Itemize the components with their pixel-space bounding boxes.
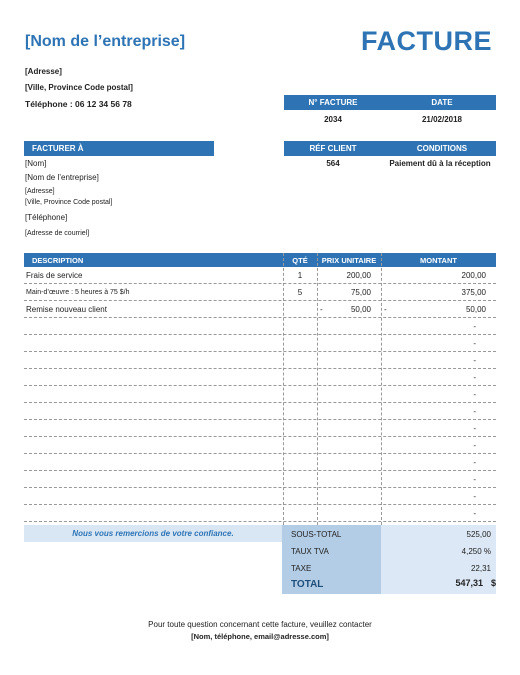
tax-value: 22,31	[470, 564, 491, 573]
table-row	[24, 454, 496, 471]
bill-to-label: FACTURER À	[32, 144, 84, 153]
invoice-date-label: DATE	[431, 98, 453, 107]
bill-to-header	[24, 141, 214, 156]
invoice-meta-header	[284, 95, 496, 110]
conditions-label: CONDITIONS	[416, 144, 468, 153]
bill-to-company: [Nom de l’entreprise]	[25, 173, 99, 182]
row-amount: -	[473, 322, 476, 331]
invoice-date: 21/02/2018	[421, 115, 463, 124]
bill-to-city: [Ville, Province Code postal]	[25, 199, 113, 206]
document-title: FACTURE	[361, 26, 492, 56]
invoice-number-label: N° FACTURE	[308, 98, 358, 107]
thanks-message: Nous vous remercions de votre confiance.	[24, 525, 282, 542]
row-amount: -	[473, 356, 476, 365]
items-rows	[24, 267, 496, 522]
row-amount: -	[473, 492, 476, 501]
row-unit-price: 50,00	[350, 305, 371, 314]
conditions: Paiement dû à la réception	[389, 159, 491, 168]
row-amount: -	[473, 407, 476, 416]
row-amount: -	[473, 509, 476, 518]
subtotal-label: SOUS-TOTAL	[291, 530, 342, 539]
table-row	[24, 318, 496, 335]
company-name: [Nom de l’entreprise]	[25, 33, 186, 50]
total-currency: $	[490, 578, 496, 588]
table-row	[24, 403, 496, 420]
bill-to-address: [Adresse]	[25, 188, 55, 195]
footer-contact-text: Pour toute question concernant cette facture, veuillez contacter	[148, 620, 372, 629]
footer-contact-details: [Nom, téléphone, email@adresse.com]	[191, 632, 329, 641]
row-amount: -	[473, 373, 476, 382]
row-amount: 375,00	[461, 288, 486, 297]
row-amount: -	[473, 475, 476, 484]
row-qty: 1	[297, 271, 303, 280]
bill-to-name: [Nom]	[25, 159, 47, 168]
col-description: DESCRIPTION	[32, 256, 84, 265]
total-label: TOTAL	[291, 579, 324, 590]
table-row	[24, 352, 496, 369]
row-qty: 5	[297, 288, 303, 297]
vat-value: 4,250 %	[461, 547, 491, 556]
table-row	[24, 420, 496, 437]
row-price-sign: -	[320, 305, 323, 314]
table-row	[24, 301, 496, 318]
table-row	[24, 437, 496, 454]
row-unit-price: 75,00	[350, 288, 371, 297]
bill-to-phone: [Téléphone]	[25, 213, 68, 222]
row-amount: -	[473, 339, 476, 348]
company-address: [Adresse]	[25, 67, 62, 76]
table-row	[24, 471, 496, 488]
bill-to-email: [Adresse de courriel]	[25, 230, 90, 237]
row-amount: -	[473, 424, 476, 433]
row-amount: -	[473, 441, 476, 450]
client-meta-header	[284, 141, 496, 156]
col-qty: QTÉ	[292, 256, 308, 265]
invoice-number: 2034	[324, 115, 342, 124]
tax-label: TAXE	[291, 564, 312, 573]
row-amount: 200,00	[461, 271, 486, 280]
subtotal-value: 525,00	[466, 530, 491, 539]
vat-label: TAUX TVA	[291, 547, 329, 556]
row-amount: -	[473, 458, 476, 467]
row-description: Frais de service	[26, 271, 83, 280]
row-amount: -	[473, 390, 476, 399]
row-amount: 50,00	[465, 305, 486, 314]
table-row	[24, 488, 496, 505]
client-ref: 564	[326, 159, 340, 168]
company-city: [Ville, Province Code postal]	[25, 83, 133, 92]
row-description: Main-d’œuvre : 5 heures à 75 $/h	[26, 289, 130, 296]
company-phone: Téléphone : 06 12 34 56 78	[25, 99, 132, 109]
row-description: Remise nouveau client	[26, 305, 107, 314]
row-amount-sign: -	[384, 305, 387, 314]
col-unit-price: PRIX UNITAIRE	[321, 256, 377, 265]
table-row	[24, 267, 496, 284]
table-row	[24, 335, 496, 352]
col-amount: MONTANT	[420, 256, 457, 265]
table-row	[24, 386, 496, 403]
total-value: 547,31	[455, 578, 483, 588]
table-row	[24, 505, 496, 522]
items-table-header	[24, 253, 496, 267]
table-row	[24, 284, 496, 301]
row-unit-price: 200,00	[346, 271, 371, 280]
table-row	[24, 369, 496, 386]
client-ref-label: RÉF CLIENT	[309, 144, 357, 153]
